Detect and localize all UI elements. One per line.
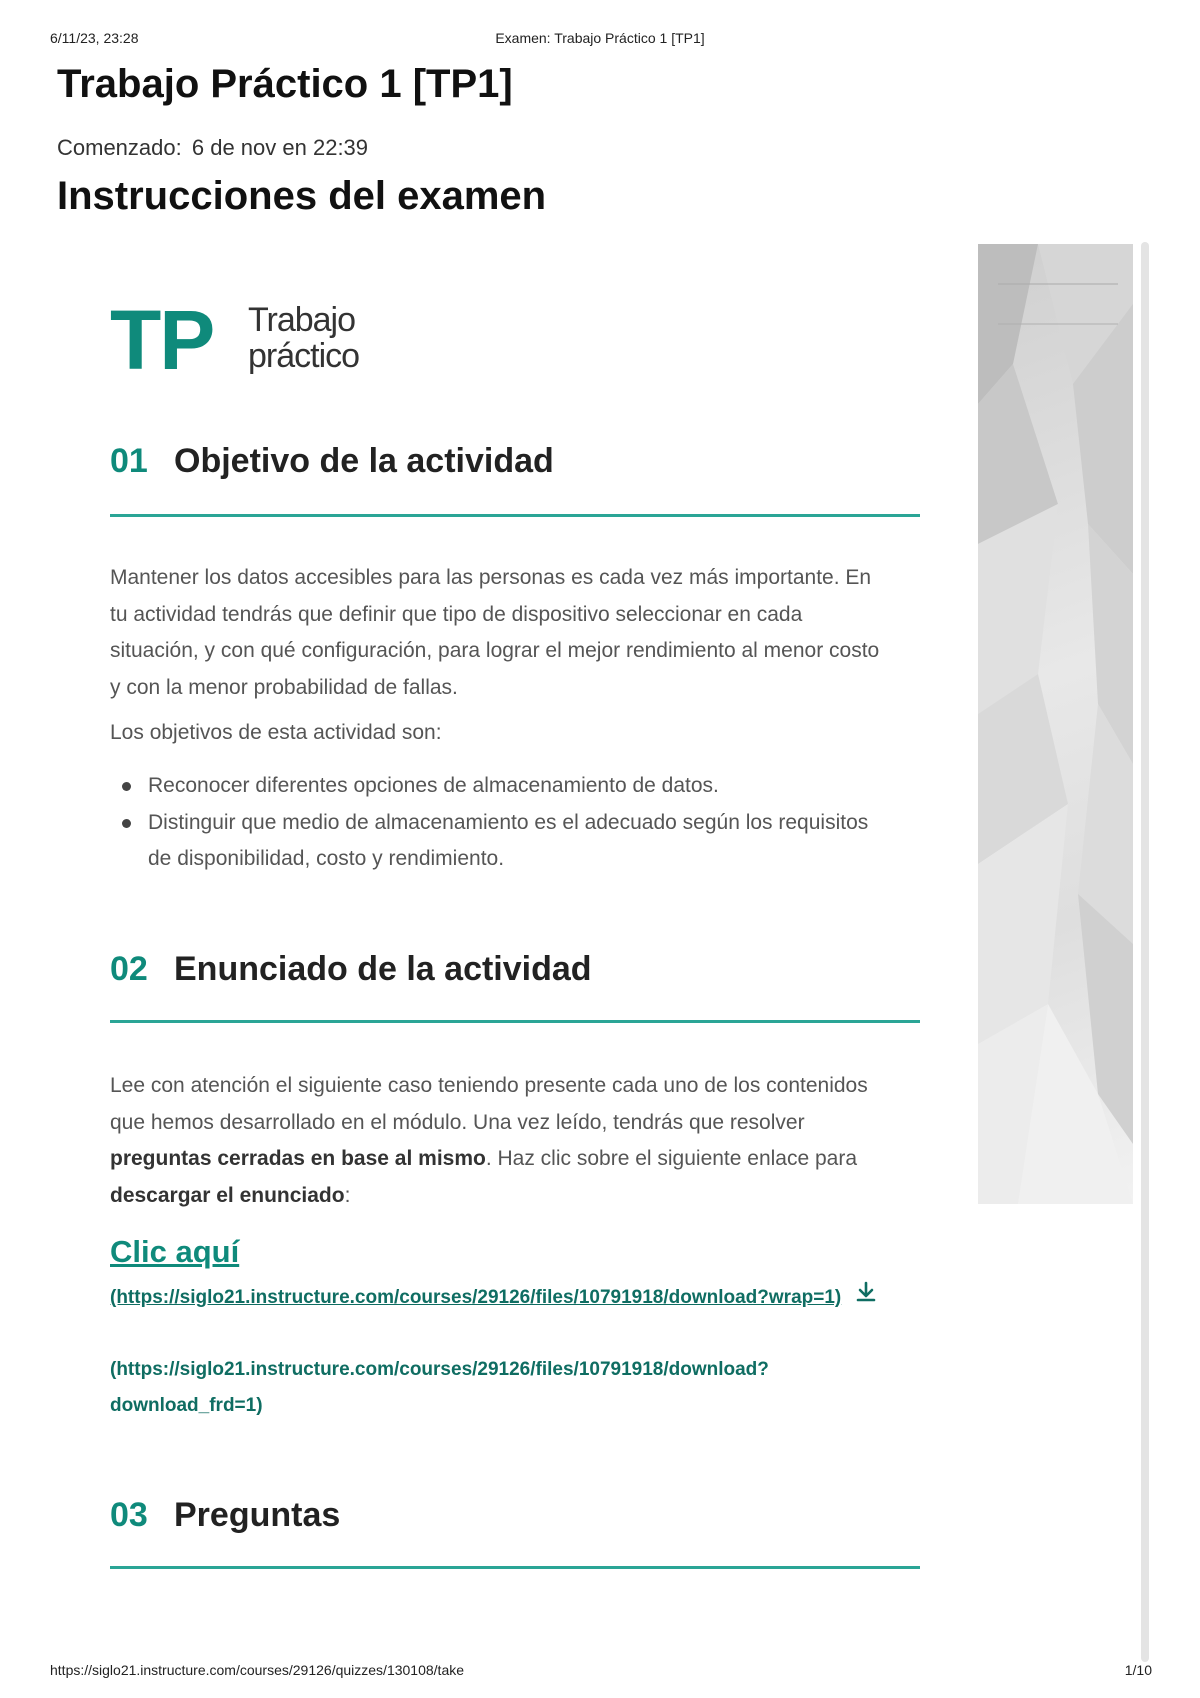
started-value: 6 de nov en 22:39 [191,135,369,160]
section-divider [110,514,920,517]
section-title: Preguntas [174,1496,341,1534]
enunciado-text: . Haz clic sobre el siguiente enlace para [485,1147,858,1170]
print-title: Examen: Trabajo Práctico 1 [TP1] [495,30,705,46]
section-preguntas [110,1496,920,1540]
section-header [110,1496,920,1540]
bullet-dot [122,819,131,828]
section-number: 02 [110,950,148,988]
tp-logo-word-2: práctico [248,337,360,375]
tp-logo [110,293,410,390]
section-header [110,950,920,994]
print-date: 6/11/23, 23:28 [50,30,139,46]
print-url: https://siglo21.instructure.com/courses/29126/quizzes/130108/take [50,1662,465,1678]
enunciado-bold-text: preguntas cerradas en base al mismo [110,1147,486,1170]
page-number: 1/10 [1124,1662,1152,1678]
download-icon[interactable] [855,1280,877,1316]
section-objetivo [110,442,920,870]
page-title: Trabajo Práctico 1 [TP1] [57,62,513,106]
objectives-list [110,768,890,878]
decorative-architecture-image [978,244,1133,1204]
section-title: Objetivo de la actividad [174,442,554,480]
download-link-wrap [110,1280,900,1316]
list-item-text: Reconocer diferentes opciones de almacenamiento de datos. [148,774,719,797]
list-item [110,805,890,878]
list-item-text: Distinguir que medio de almacenamiento es el adecuado según los requisitos de disponibilidad, costo y rendimiento. [148,810,869,870]
section-number: 03 [110,1496,148,1534]
enunciado-bold-text: descargar el enunciado [110,1183,345,1207]
enunciado-text: : [344,1183,351,1207]
started-label: Comenzado: [57,135,182,160]
section-number: 01 [110,442,148,480]
started-info [57,135,368,161]
tp-logo-letters: TP [110,293,214,387]
enunciado-text: Lee con atención el siguiente caso teniendo presente cada uno de los contenidos que hemos desarrollado en el módulo. Una vez leído, tendrás que resolver [110,1074,868,1134]
list-item [110,768,890,805]
instructions-heading: Instrucciones del examen [57,174,547,218]
download-url-link[interactable]: (https://siglo21.instructure.com/courses/29126/files/10791918/download?wrap=1) [110,1287,842,1309]
print-header [0,30,1200,50]
download-frd-url[interactable]: (https://siglo21.instructure.com/courses/29126/files/10791918/download?download_frd=1) [110,1359,769,1416]
section-divider [110,1566,920,1569]
section-title: Enunciado de la actividad [174,950,592,988]
tp-logo-words [248,302,359,374]
clic-aqui-link[interactable]: Clic aquí [110,1234,240,1269]
tp-logo-word-1: Trabajo [248,301,356,339]
enunciado-paragraph [110,1068,890,1214]
scrollbar[interactable] [1141,242,1149,1662]
section-header [110,442,920,486]
bullet-dot [122,782,131,791]
download-frd-link-wrap [110,1352,900,1424]
objectives-intro: Los objetivos de esta actividad son: [110,721,442,744]
section-enunciado [110,950,920,994]
section-divider [110,1020,920,1023]
objective-paragraph: Mantener los datos accesibles para las personas es cada vez más importante. En tu actividad tendrás que definir que tipo de dispositivo seleccionar en cada situación, y con qué configuración, para lograr el mejor rendimiento al menor costo y con la menor probabilidad de fallas. [110,566,880,699]
print-footer [0,1662,1200,1682]
